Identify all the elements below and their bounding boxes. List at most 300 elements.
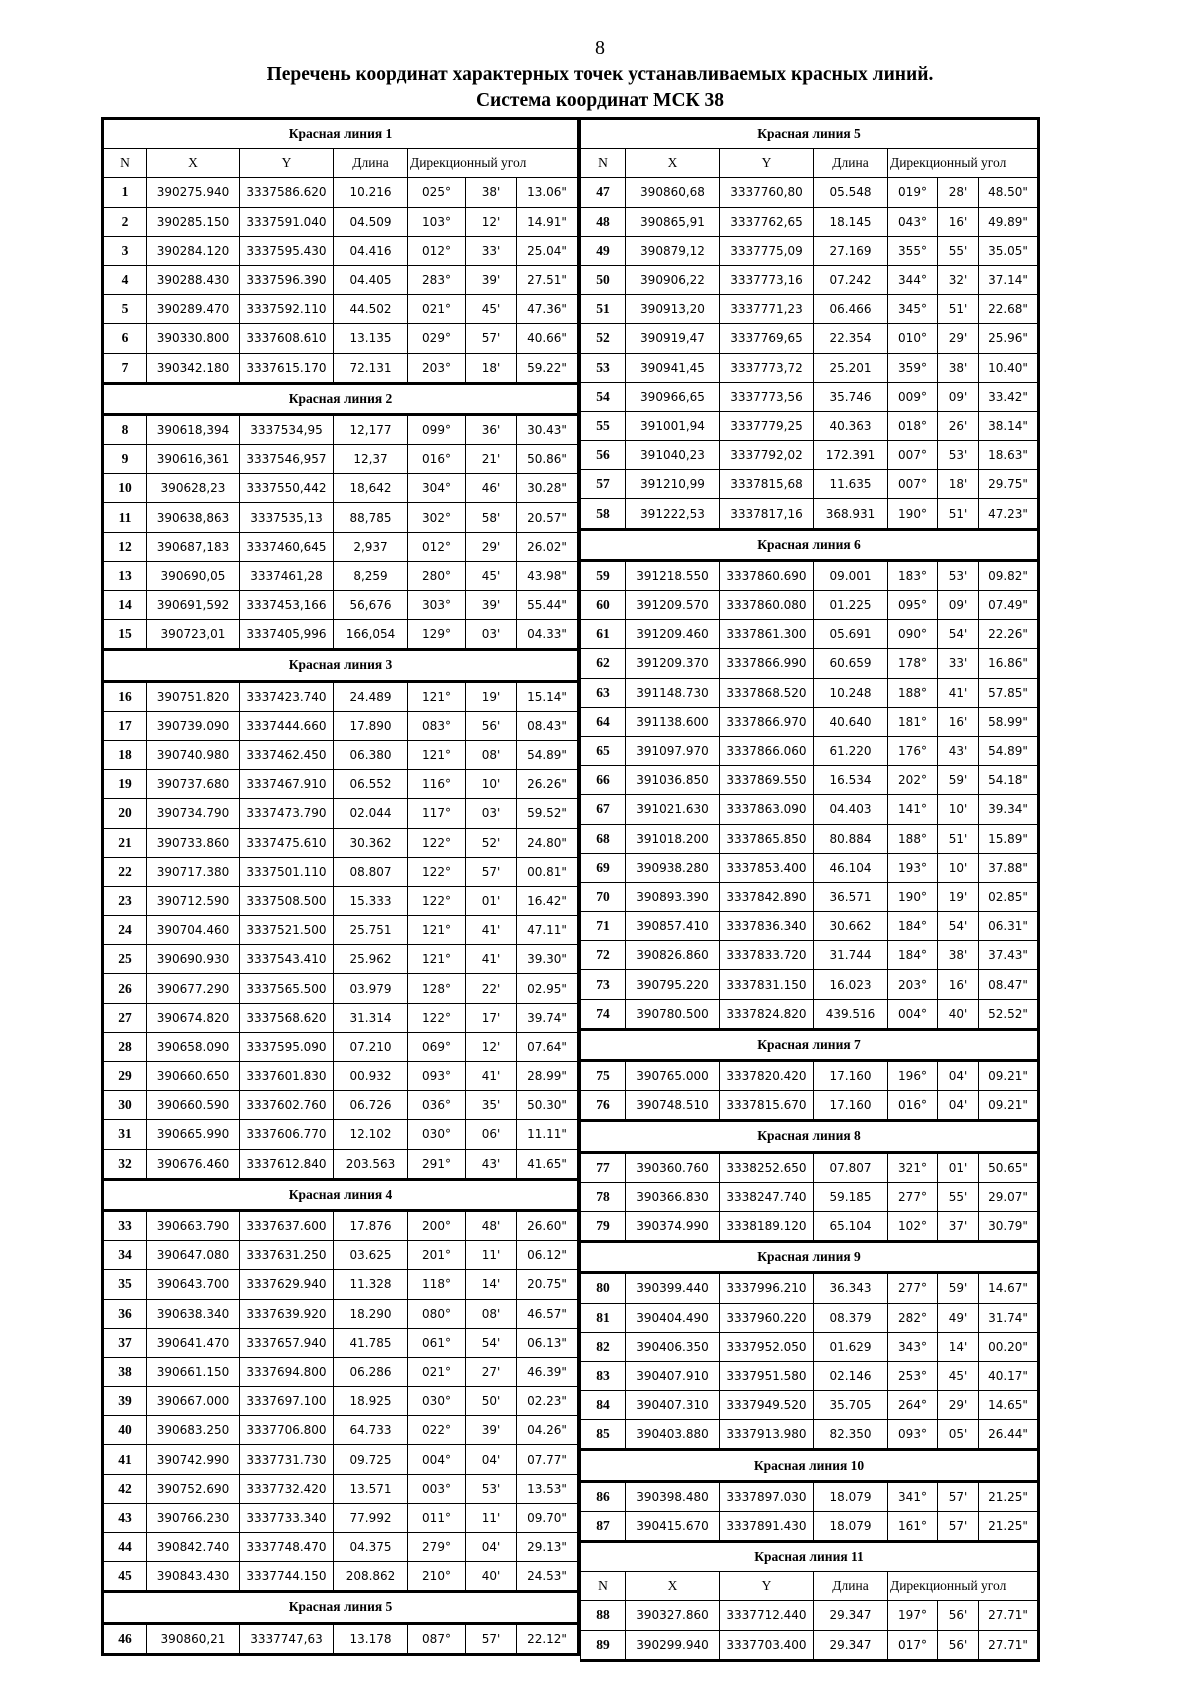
- x-coordinate: 390674.820: [147, 1003, 240, 1032]
- y-coordinate: 3337697.100: [240, 1387, 334, 1416]
- angle-minutes: 03': [466, 799, 517, 828]
- x-coordinate: 391138.600: [626, 707, 720, 736]
- x-coordinate: 390843.430: [147, 1562, 240, 1592]
- point-number: 75: [581, 1061, 626, 1091]
- angle-degrees: 303°: [408, 591, 466, 620]
- angle-minutes: 32': [938, 265, 979, 294]
- x-coordinate: 390665.990: [147, 1120, 240, 1149]
- y-coordinate: 3337949.520: [720, 1391, 814, 1420]
- table-row: [581, 999, 1039, 1029]
- angle-seconds: 22.26": [979, 620, 1039, 649]
- angle-degrees: 280°: [408, 561, 466, 590]
- angle-minutes: 08': [466, 1299, 517, 1328]
- angle-seconds: 37.88": [979, 853, 1039, 882]
- x-coordinate: 390284.120: [147, 236, 240, 265]
- header-direction-angle: Дирекционный угол: [888, 1572, 1039, 1601]
- angle-degrees: 341°: [888, 1481, 938, 1511]
- point-number: 66: [581, 766, 626, 795]
- length: 04.405: [334, 265, 408, 294]
- length: 80.884: [814, 824, 888, 853]
- length: 64.733: [334, 1416, 408, 1445]
- angle-degrees: 117°: [408, 799, 466, 828]
- title-line-1: Перечень координат характерных точек устанавливаемых красных линий.: [266, 64, 934, 85]
- table-row: [581, 649, 1039, 678]
- angle-degrees: 004°: [408, 1445, 466, 1474]
- point-number: 7: [103, 353, 147, 383]
- angle-degrees: 122°: [408, 857, 466, 886]
- angle-minutes: 40': [938, 999, 979, 1029]
- table-row: [581, 736, 1039, 765]
- angle-degrees: 184°: [888, 941, 938, 970]
- section-header-row: [103, 119, 579, 149]
- angle-minutes: 11': [466, 1241, 517, 1270]
- y-coordinate: 3337596.390: [240, 265, 334, 294]
- section-title: Красная линия 4: [103, 1179, 579, 1210]
- y-coordinate: 3337773,56: [720, 382, 814, 411]
- point-number: 59: [581, 560, 626, 590]
- y-coordinate: 3337866.990: [720, 649, 814, 678]
- y-coordinate: 3337444.660: [240, 711, 334, 740]
- angle-minutes: 59': [938, 766, 979, 795]
- point-number: 64: [581, 707, 626, 736]
- angle-seconds: 52.52": [979, 999, 1039, 1029]
- y-coordinate: 3337712.440: [720, 1601, 814, 1630]
- angle-degrees: 188°: [888, 678, 938, 707]
- point-number: 74: [581, 999, 626, 1029]
- length: 18.079: [814, 1481, 888, 1511]
- y-coordinate: 3337760,80: [720, 178, 814, 207]
- table-row: [103, 1503, 579, 1532]
- angle-seconds: 30.43": [517, 414, 579, 444]
- x-coordinate: 390398.480: [626, 1481, 720, 1511]
- angle-seconds: 59.52": [517, 799, 579, 828]
- angle-seconds: 07.49": [979, 591, 1039, 620]
- length: 18.145: [814, 207, 888, 236]
- angle-seconds: 24.80": [517, 828, 579, 857]
- length: 72.131: [334, 353, 408, 383]
- length: 10.248: [814, 678, 888, 707]
- angle-degrees: 121°: [408, 916, 466, 945]
- x-coordinate: 390752.690: [147, 1474, 240, 1503]
- angle-minutes: 46': [466, 474, 517, 503]
- point-number: 78: [581, 1182, 626, 1211]
- table-row: [103, 1210, 579, 1240]
- angle-minutes: 29': [938, 324, 979, 353]
- section-title: Красная линия 8: [581, 1121, 1039, 1152]
- table-row: [581, 178, 1039, 207]
- length: 04.416: [334, 236, 408, 265]
- angle-seconds: 47.11": [517, 916, 579, 945]
- y-coordinate: 3337467.910: [240, 770, 334, 799]
- header-direction-angle: Дирекционный угол: [888, 149, 1039, 178]
- angle-degrees: 122°: [408, 828, 466, 857]
- length: 368.931: [814, 499, 888, 529]
- angle-seconds: 02.95": [517, 974, 579, 1003]
- angle-seconds: 07.64": [517, 1032, 579, 1061]
- length: 17.160: [814, 1091, 888, 1121]
- angle-seconds: 16.86": [979, 649, 1039, 678]
- angle-seconds: 16.42": [517, 886, 579, 915]
- angle-seconds: 41.65": [517, 1149, 579, 1179]
- angle-degrees: 009°: [888, 382, 938, 411]
- table-row: [581, 1091, 1039, 1121]
- angle-minutes: 53': [938, 441, 979, 470]
- table-row: [581, 1601, 1039, 1630]
- y-coordinate: 3337706.800: [240, 1416, 334, 1445]
- length: 29.347: [814, 1601, 888, 1630]
- angle-degrees: 102°: [888, 1211, 938, 1241]
- point-number: 33: [103, 1210, 147, 1240]
- point-number: 76: [581, 1091, 626, 1121]
- angle-minutes: 57': [938, 1481, 979, 1511]
- table-row: [581, 1303, 1039, 1332]
- table-row: [581, 411, 1039, 440]
- angle-degrees: 264°: [888, 1391, 938, 1420]
- y-coordinate: 3337546,957: [240, 445, 334, 474]
- length: 35.746: [814, 382, 888, 411]
- point-number: 44: [103, 1533, 147, 1562]
- point-number: 45: [103, 1562, 147, 1592]
- angle-minutes: 12': [466, 207, 517, 236]
- angle-minutes: 19': [466, 681, 517, 711]
- length: 06.380: [334, 740, 408, 769]
- x-coordinate: 390857.410: [626, 912, 720, 941]
- angle-minutes: 38': [938, 353, 979, 382]
- length: 06.286: [334, 1357, 408, 1386]
- header-n: N: [103, 149, 147, 178]
- x-coordinate: 390740.980: [147, 740, 240, 769]
- angle-minutes: 03': [466, 620, 517, 650]
- angle-seconds: 35.05": [979, 236, 1039, 265]
- table-row: [103, 353, 579, 383]
- angle-seconds: 24.53": [517, 1562, 579, 1592]
- length: 05.548: [814, 178, 888, 207]
- length: 172.391: [814, 441, 888, 470]
- length: 44.502: [334, 295, 408, 324]
- angle-minutes: 16': [938, 707, 979, 736]
- table-row: [103, 265, 579, 294]
- table-row: [581, 324, 1039, 353]
- angle-degrees: 282°: [888, 1303, 938, 1332]
- x-coordinate: 390406.350: [626, 1332, 720, 1361]
- angle-seconds: 14.65": [979, 1391, 1039, 1420]
- angle-seconds: 02.23": [517, 1387, 579, 1416]
- x-coordinate: 391018.200: [626, 824, 720, 853]
- point-number: 6: [103, 324, 147, 353]
- angle-seconds: 54.89": [979, 736, 1039, 765]
- angle-degrees: 203°: [408, 353, 466, 383]
- point-number: 34: [103, 1241, 147, 1270]
- y-coordinate: 3337462.450: [240, 740, 334, 769]
- x-coordinate: 390865,91: [626, 207, 720, 236]
- x-coordinate: 390663.790: [147, 1210, 240, 1240]
- y-coordinate: 3337868.520: [720, 678, 814, 707]
- x-coordinate: 390913,20: [626, 295, 720, 324]
- y-coordinate: 3337535,13: [240, 503, 334, 532]
- angle-minutes: 55': [938, 1182, 979, 1211]
- angle-minutes: 54': [466, 1328, 517, 1357]
- angle-minutes: 51': [938, 499, 979, 529]
- y-coordinate: 3337891.430: [720, 1511, 814, 1541]
- angle-degrees: 277°: [888, 1273, 938, 1303]
- point-number: 62: [581, 649, 626, 678]
- angle-minutes: 14': [466, 1270, 517, 1299]
- coordinates-table-left: [101, 117, 580, 1656]
- angle-minutes: 48': [466, 1210, 517, 1240]
- x-coordinate: 390407.310: [626, 1391, 720, 1420]
- angle-degrees: 004°: [888, 999, 938, 1029]
- coordinates-table-right: [580, 117, 1040, 1662]
- angle-seconds: 04.26": [517, 1416, 579, 1445]
- y-coordinate: 3337913.980: [720, 1420, 814, 1450]
- left-column: [101, 117, 580, 1656]
- y-coordinate: 3337733.340: [240, 1503, 334, 1532]
- angle-seconds: 04.33": [517, 620, 579, 650]
- section-header-row: [581, 1121, 1039, 1152]
- x-coordinate: 390660.590: [147, 1091, 240, 1120]
- y-coordinate: 3337865.850: [720, 824, 814, 853]
- angle-minutes: 14': [938, 1332, 979, 1361]
- x-coordinate: 390643.700: [147, 1270, 240, 1299]
- point-number: 41: [103, 1445, 147, 1474]
- angle-minutes: 16': [938, 207, 979, 236]
- table-row: [103, 324, 579, 353]
- point-number: 80: [581, 1273, 626, 1303]
- point-number: 81: [581, 1303, 626, 1332]
- point-number: 61: [581, 620, 626, 649]
- point-number: 5: [103, 295, 147, 324]
- angle-minutes: 56': [466, 711, 517, 740]
- x-coordinate: 390766.230: [147, 1503, 240, 1532]
- y-coordinate: 3337744.150: [240, 1562, 334, 1592]
- table-row: [581, 1420, 1039, 1450]
- angle-minutes: 09': [938, 591, 979, 620]
- point-number: 72: [581, 941, 626, 970]
- section-header-row: [103, 383, 579, 414]
- point-number: 46: [103, 1623, 147, 1654]
- point-number: 25: [103, 945, 147, 974]
- angle-minutes: 37': [938, 1211, 979, 1241]
- y-coordinate: 3337565.500: [240, 974, 334, 1003]
- table-row: [581, 1630, 1039, 1660]
- table-row: [103, 857, 579, 886]
- section-title: Красная линия 6: [581, 529, 1039, 560]
- angle-minutes: 55': [938, 236, 979, 265]
- length: 18.925: [334, 1387, 408, 1416]
- y-coordinate: 3337747,63: [240, 1623, 334, 1654]
- angle-minutes: 10': [466, 770, 517, 799]
- section-header-row: [581, 1029, 1039, 1060]
- angle-minutes: 49': [938, 1303, 979, 1332]
- angle-degrees: 012°: [408, 532, 466, 561]
- section-header-row: [103, 650, 579, 681]
- point-number: 48: [581, 207, 626, 236]
- x-coordinate: 390687,183: [147, 532, 240, 561]
- point-number: 39: [103, 1387, 147, 1416]
- angle-seconds: 27.71": [979, 1601, 1039, 1630]
- table-row: [581, 912, 1039, 941]
- y-coordinate: 3337842.890: [720, 882, 814, 911]
- table-row: [103, 770, 579, 799]
- length: 07.242: [814, 265, 888, 294]
- x-coordinate: 390795.220: [626, 970, 720, 999]
- length: 18,642: [334, 474, 408, 503]
- angle-seconds: 28.99": [517, 1062, 579, 1091]
- angle-seconds: 33.42": [979, 382, 1039, 411]
- point-number: 57: [581, 470, 626, 499]
- x-coordinate: 391097.970: [626, 736, 720, 765]
- angle-minutes: 01': [466, 886, 517, 915]
- length: 12.102: [334, 1120, 408, 1149]
- angle-degrees: 017°: [888, 1630, 938, 1660]
- angle-minutes: 04': [466, 1533, 517, 1562]
- angle-minutes: 40': [466, 1562, 517, 1592]
- y-coordinate: 3337703.400: [720, 1630, 814, 1660]
- x-coordinate: 391148.730: [626, 678, 720, 707]
- x-coordinate: 390285.150: [147, 207, 240, 236]
- x-coordinate: 391209.370: [626, 649, 720, 678]
- length: 77.992: [334, 1503, 408, 1532]
- y-coordinate: 3337606.770: [240, 1120, 334, 1149]
- point-number: 17: [103, 711, 147, 740]
- x-coordinate: 390723,01: [147, 620, 240, 650]
- length: 01.629: [814, 1332, 888, 1361]
- y-coordinate: 3337534,95: [240, 414, 334, 444]
- angle-minutes: 17': [466, 1003, 517, 1032]
- y-coordinate: 3337731.730: [240, 1445, 334, 1474]
- y-coordinate: 3337860.080: [720, 591, 814, 620]
- point-number: 12: [103, 532, 147, 561]
- angle-seconds: 46.57": [517, 1299, 579, 1328]
- point-number: 58: [581, 499, 626, 529]
- angle-minutes: 51': [938, 824, 979, 853]
- y-coordinate: 3337952.050: [720, 1332, 814, 1361]
- angle-minutes: 36': [466, 414, 517, 444]
- x-coordinate: 390399.440: [626, 1273, 720, 1303]
- angle-seconds: 18.63": [979, 441, 1039, 470]
- y-coordinate: 3337592.110: [240, 295, 334, 324]
- angle-seconds: 07.77": [517, 1445, 579, 1474]
- table-row: [581, 766, 1039, 795]
- length: 06.552: [334, 770, 408, 799]
- point-number: 47: [581, 178, 626, 207]
- section-title: Красная линия 10: [581, 1450, 1039, 1481]
- table-row: [103, 1120, 579, 1149]
- y-coordinate: 3337748.470: [240, 1533, 334, 1562]
- section-title: Красная линия 5: [581, 119, 1039, 149]
- table-row: [103, 561, 579, 590]
- table-row: [103, 503, 579, 532]
- x-coordinate: 390342.180: [147, 353, 240, 383]
- table-row: [103, 945, 579, 974]
- angle-degrees: 283°: [408, 265, 466, 294]
- angle-degrees: 202°: [888, 766, 938, 795]
- y-coordinate: 3337836.340: [720, 912, 814, 941]
- header-direction-angle: Дирекционный угол: [408, 149, 579, 178]
- length: 18.290: [334, 1299, 408, 1328]
- angle-seconds: 06.13": [517, 1328, 579, 1357]
- angle-seconds: 46.39": [517, 1357, 579, 1386]
- table-row: [103, 1416, 579, 1445]
- x-coordinate: 390299.940: [626, 1630, 720, 1660]
- x-coordinate: 390748.510: [626, 1091, 720, 1121]
- length: 02.146: [814, 1361, 888, 1390]
- angle-minutes: 52': [466, 828, 517, 857]
- y-coordinate: 3337608.610: [240, 324, 334, 353]
- length: 59.185: [814, 1182, 888, 1211]
- length: 13.135: [334, 324, 408, 353]
- table-row: [103, 1474, 579, 1503]
- table-row: [581, 1273, 1039, 1303]
- angle-degrees: 118°: [408, 1270, 466, 1299]
- point-number: 53: [581, 353, 626, 382]
- point-number: 27: [103, 1003, 147, 1032]
- length: 03.979: [334, 974, 408, 1003]
- y-coordinate: 3337863.090: [720, 795, 814, 824]
- angle-minutes: 38': [938, 941, 979, 970]
- y-coordinate: 3337460,645: [240, 532, 334, 561]
- length: 88,785: [334, 503, 408, 532]
- y-coordinate: 3337602.760: [240, 1091, 334, 1120]
- y-coordinate: 3337815,68: [720, 470, 814, 499]
- angle-degrees: 141°: [888, 795, 938, 824]
- x-coordinate: 390691,592: [147, 591, 240, 620]
- table-row: [103, 916, 579, 945]
- angle-degrees: 083°: [408, 711, 466, 740]
- point-number: 1: [103, 178, 147, 207]
- section-title: Красная линия 2: [103, 383, 579, 414]
- header-y: Y: [720, 1572, 814, 1601]
- length: 04.375: [334, 1533, 408, 1562]
- point-number: 89: [581, 1630, 626, 1660]
- y-coordinate: 3338189.120: [720, 1211, 814, 1241]
- x-coordinate: 390403.880: [626, 1420, 720, 1450]
- angle-degrees: 345°: [888, 295, 938, 324]
- x-coordinate: 390415.670: [626, 1511, 720, 1541]
- angle-degrees: 121°: [408, 945, 466, 974]
- angle-degrees: 302°: [408, 503, 466, 532]
- point-number: 13: [103, 561, 147, 590]
- angle-seconds: 31.74": [979, 1303, 1039, 1332]
- section-title: Красная линия 9: [581, 1242, 1039, 1273]
- table-row: [581, 1391, 1039, 1420]
- angle-seconds: 00.81": [517, 857, 579, 886]
- point-number: 60: [581, 591, 626, 620]
- point-number: 65: [581, 736, 626, 765]
- point-number: 38: [103, 1357, 147, 1386]
- angle-degrees: 087°: [408, 1623, 466, 1654]
- angle-degrees: 103°: [408, 207, 466, 236]
- angle-seconds: 09.21": [979, 1061, 1039, 1091]
- angle-seconds: 40.17": [979, 1361, 1039, 1390]
- y-coordinate: 3337601.830: [240, 1062, 334, 1091]
- column-header-row: [581, 1572, 1039, 1601]
- section-header-row: [581, 529, 1039, 560]
- point-number: 70: [581, 882, 626, 911]
- table-row: [103, 1091, 579, 1120]
- angle-degrees: 095°: [888, 591, 938, 620]
- angle-minutes: 54': [938, 912, 979, 941]
- point-number: 67: [581, 795, 626, 824]
- point-number: 54: [581, 382, 626, 411]
- angle-seconds: 54.18": [979, 766, 1039, 795]
- table-row: [581, 853, 1039, 882]
- y-coordinate: 3337820.420: [720, 1061, 814, 1091]
- y-coordinate: 3337595.090: [240, 1032, 334, 1061]
- angle-degrees: 010°: [888, 324, 938, 353]
- point-number: 2: [103, 207, 147, 236]
- point-number: 43: [103, 1503, 147, 1532]
